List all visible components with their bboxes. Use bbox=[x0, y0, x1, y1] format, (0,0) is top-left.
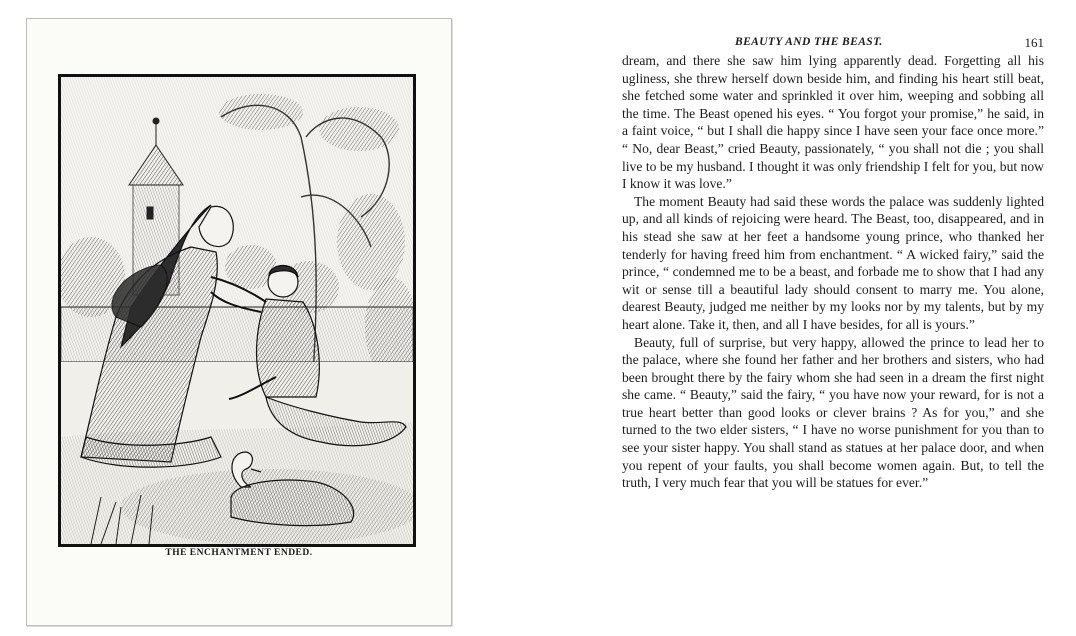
engraving-illustration bbox=[58, 74, 416, 547]
text-page bbox=[600, 30, 1050, 630]
plate-caption: THE ENCHANTMENT ENDED. bbox=[165, 548, 313, 558]
page-number: 161 bbox=[1024, 35, 1044, 50]
body-text bbox=[600, 52, 1050, 492]
illustration-plate-page bbox=[26, 18, 452, 626]
running-head bbox=[600, 30, 1050, 52]
paragraph: dream, and there she saw him lying apparently dead. Forgetting all his ugliness, she threw herself down beside him, and finding his heart still beat, she fetched some water and sprinkled it over him, weeping and sobbing all the time. The Beast opened his eyes. “ You forgot your promise,” he said, in a faint voice, “ but I shall die happy since I have seen your face once more.” “ No, dear Beast,” cried Beauty, passionately, “ you shall not die ; you shall live to be my husband. I thought it was only friendship I felt for you, but now I know it was love.” bbox=[622, 53, 1044, 192]
paragraph: Beauty, full of surprise, but very happy, allowed the prince to lead her to the palace, where she found her father and her brothers and sisters, who had been brought there by the fairy whom she had seen in a dream the first night she came. “ Beauty,” said the fairy, “ you have now your reward, for is not a true heart better than good looks or clever brains ? As for you,” and she turned to the two elder sisters, “ I have no worse punishment for you than to see your sister happy. You shall stand as statues at her palace door, and when you repent of your faults, you shall become women again. But, to tell the truth, I very much fear that you will be statues for ever.” bbox=[622, 334, 1044, 491]
running-title: BEAUTY AND THE BEAST. bbox=[735, 36, 883, 48]
paragraph: The moment Beauty had said these words the palace was suddenly lighted up, and all kinds of rejoicing were heard. The Beast, too, disappeared, and in his stead she saw at her feet a handsome young prince, who thanked her tenderly for having freed him from enchantment. “ A wicked fairy,” said the prince, “ condemned me to be a beast, and forbade me to show that I had any wit or sense till a beautiful lady should consent to marry me. You alone, dearest Beauty, judged me neither by my looks nor by my talents, but by my heart alone. Take it, then, and all I have besides, for all is yours.” bbox=[622, 193, 1044, 332]
engraving-drawing bbox=[61, 77, 413, 544]
